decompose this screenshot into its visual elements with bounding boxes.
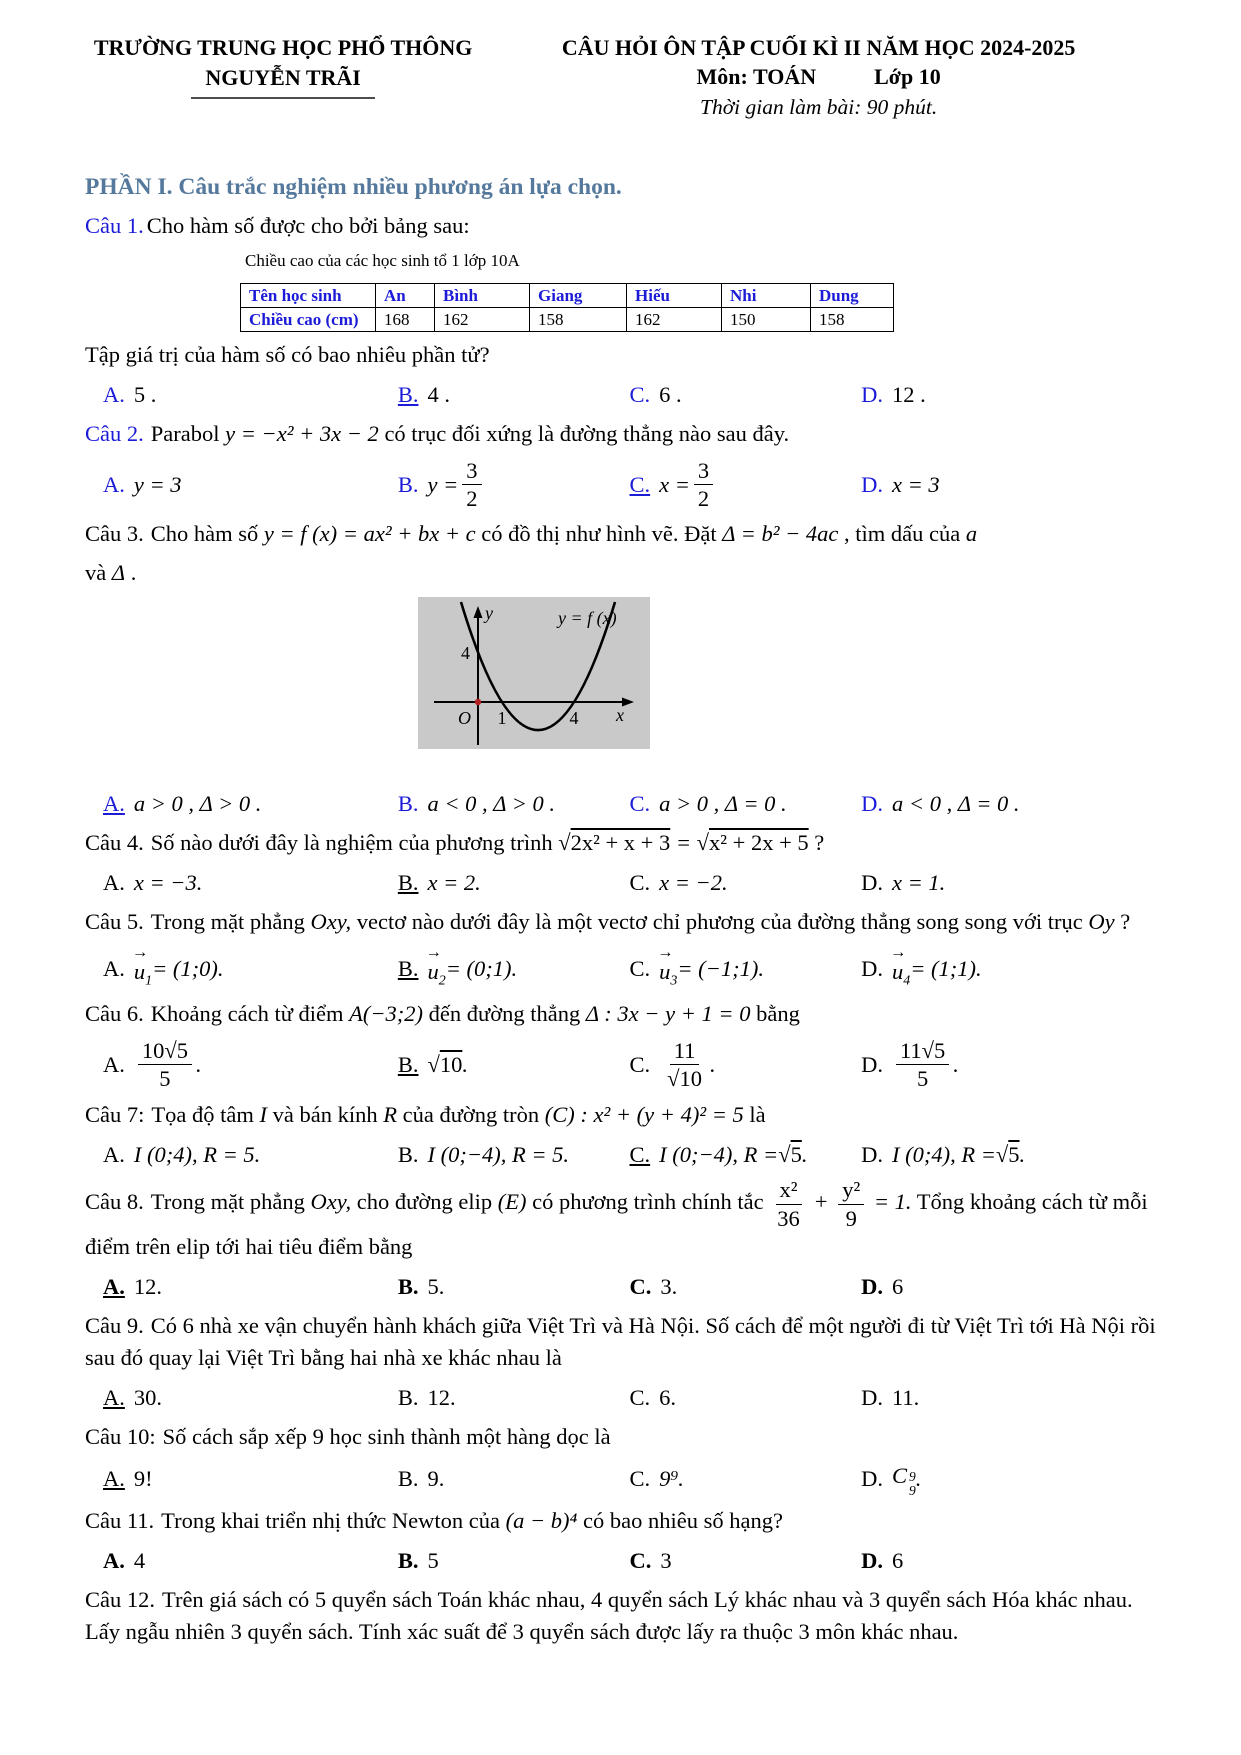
options-row xyxy=(85,458,1156,511)
question-label: Câu 2. xyxy=(85,421,144,447)
table-caption: Chiều cao của các học sinh tổ 1 lớp 10A xyxy=(245,250,520,270)
question-text: Trên giá sách có 5 quyển sách Toán khác nhau, 4 quyển sách Lý khác nhau và 3 quyển sách Hóa khác nhau. Lấy ngẫu nhiên 3 quyển sách. Tính xác suất để 3 quyển sách được lấy ra thuộc 3 môn khác nhau. xyxy=(85,1587,1133,1644)
option-letter: C. xyxy=(629,1141,651,1167)
option-letter: C. xyxy=(629,1548,652,1574)
question-8 xyxy=(85,1177,1156,1302)
option-letter: C. xyxy=(629,1384,651,1410)
table-header-cell: Nhi xyxy=(722,283,811,307)
question-2 xyxy=(85,418,1156,511)
option-letter: D. xyxy=(861,870,884,896)
question-9 xyxy=(85,1310,1156,1414)
option-value: x = $\frac{3}{2}$ xyxy=(659,458,717,511)
option-letter: D. xyxy=(861,1273,884,1299)
option-D xyxy=(861,1271,1156,1303)
option-A xyxy=(103,788,398,820)
options-row xyxy=(85,1038,1156,1091)
option-C xyxy=(629,867,861,899)
option-letter: C. xyxy=(629,870,651,896)
exam-title: CÂU HỎI ÔN TẬP CUỐI KÌ II NĂM HỌC 2024-2025 xyxy=(561,35,1076,60)
options-row xyxy=(85,1271,1156,1303)
option-A xyxy=(103,867,398,899)
table-cell: 158 xyxy=(811,307,894,331)
option-value: I (0;4), R = 5. xyxy=(133,1141,261,1167)
option-value: √10 . xyxy=(427,1051,468,1077)
option-letter: D. xyxy=(861,791,884,817)
option-value: a > 0 , Δ = 0 . xyxy=(659,791,787,817)
table-header-cell: Giang xyxy=(530,283,627,307)
option-A xyxy=(103,1038,398,1091)
option-letter: C. xyxy=(629,382,651,408)
option-letter: B. xyxy=(397,791,419,817)
question-label: Câu 6. xyxy=(85,1001,144,1027)
option-B xyxy=(398,1271,630,1303)
option-B xyxy=(398,379,630,411)
question-10 xyxy=(85,1421,1156,1499)
option-letter: C. xyxy=(629,1051,651,1077)
curve-label: y = f (x) xyxy=(558,608,617,629)
option-B xyxy=(398,1463,630,1495)
question-text: Số nào dưới đây là nghiệm của phương trình √2x² + x + 3 = √x² + 2x + 5 ? xyxy=(150,830,825,856)
table-header-cell: Tên học sinh xyxy=(241,283,376,307)
option-B xyxy=(398,1139,630,1171)
table-header-cell: An xyxy=(376,283,435,307)
question-label: Câu 1. xyxy=(85,212,144,238)
figure-wrap xyxy=(418,597,1156,758)
option-value: $u \to_1$ = (1;0). xyxy=(134,946,224,991)
option-letter: C. xyxy=(629,955,651,981)
option-C xyxy=(629,1271,861,1303)
question-label: Câu 11. xyxy=(85,1508,155,1534)
question-text: Số cách sắp xếp 9 học sinh thành một hàng dọc là xyxy=(162,1423,611,1449)
option-A xyxy=(103,379,398,411)
question-label: Câu 5. xyxy=(85,909,144,935)
table-header-cell: Dung xyxy=(811,283,894,307)
option-value: 3. xyxy=(660,1273,678,1299)
option-A xyxy=(103,1463,398,1495)
option-A xyxy=(103,1545,398,1577)
option-letter: D. xyxy=(861,1141,884,1167)
option-C xyxy=(629,946,861,991)
options-row xyxy=(85,1139,1156,1171)
question-text: Tập giá trị của hàm số có bao nhiêu phần tử? xyxy=(85,342,490,368)
option-value: I (0;4), R = √5 . xyxy=(892,1141,1026,1167)
option-letter: D. xyxy=(861,382,884,408)
option-D xyxy=(861,1460,1156,1498)
height-table xyxy=(240,283,894,333)
option-value: 5. xyxy=(427,1273,445,1299)
parabola-figure xyxy=(418,597,650,749)
option-value: $u \to_3$ = (−1;1). xyxy=(659,946,764,991)
option-A xyxy=(103,1382,398,1414)
option-letter: A. xyxy=(103,471,125,497)
school-block xyxy=(85,34,481,122)
option-letter: D. xyxy=(861,1548,884,1574)
option-value: 6 . xyxy=(659,382,682,408)
option-letter: B. xyxy=(397,1141,419,1167)
option-value: 9! xyxy=(133,1466,153,1492)
table-cell: 150 xyxy=(722,307,811,331)
option-B xyxy=(398,867,630,899)
option-B xyxy=(398,1545,630,1577)
option-letter: C. xyxy=(629,791,651,817)
option-letter: D. xyxy=(861,1384,884,1410)
y-tick-4: 4 xyxy=(461,643,470,664)
question-3 xyxy=(85,518,1156,820)
option-value: $u \to_2$ = (0;1). xyxy=(427,946,517,991)
option-C xyxy=(629,1463,861,1495)
option-letter: A. xyxy=(103,955,125,981)
option-D xyxy=(861,946,1156,991)
question-text: Trong mặt phẳng Oxy, vectơ nào dưới đây là một vectơ chỉ phương của đường thẳng song song với trục Oy ? xyxy=(150,909,1131,935)
option-D xyxy=(861,1545,1156,1577)
origin-dot xyxy=(475,699,481,705)
option-value: x = −2. xyxy=(659,870,728,896)
school-name-line1: TRƯỜNG TRUNG HỌC PHỔ THÔNG xyxy=(93,35,473,60)
part1-heading: PHẦN I. Câu trắc nghiệm nhiều phương án lựa chọn. xyxy=(85,174,622,201)
school-name-line2: NGUYỄN TRÃI xyxy=(191,63,374,100)
option-value: 5 xyxy=(427,1548,439,1574)
subject: Môn: TOÁN xyxy=(696,63,817,89)
question-5 xyxy=(85,906,1156,991)
question-text: Tọa độ tâm I và bán kính R của đường tròn (C) : x² + (y + 4)² = 5 là xyxy=(151,1101,766,1127)
option-A xyxy=(103,469,398,501)
option-value: y = 3 xyxy=(133,471,182,497)
header xyxy=(85,34,1156,122)
table-data-row xyxy=(241,307,894,331)
option-letter: B. xyxy=(397,1384,419,1410)
option-C xyxy=(629,1382,861,1414)
option-D xyxy=(861,1382,1156,1414)
option-C xyxy=(629,379,861,411)
option-C xyxy=(629,458,861,511)
options-row xyxy=(85,788,1156,820)
options-row xyxy=(85,1545,1156,1577)
option-value: 11. xyxy=(892,1384,920,1410)
option-value: 30. xyxy=(133,1384,162,1410)
option-A xyxy=(103,946,398,991)
option-B xyxy=(398,1382,630,1414)
option-value: $u \to_4$ = (1;1). xyxy=(892,946,982,991)
option-value: x = 1. xyxy=(892,870,946,896)
table-cell: 158 xyxy=(530,307,627,331)
option-value: $\frac{11√5}{5}$ . xyxy=(892,1038,959,1091)
option-value: 6. xyxy=(659,1384,676,1410)
option-letter: D. xyxy=(861,1051,884,1077)
option-letter: B. xyxy=(397,955,419,981)
option-C xyxy=(629,1038,861,1091)
subject-line xyxy=(481,63,1156,92)
options-row xyxy=(85,379,1156,411)
exam-info-block xyxy=(481,34,1156,122)
option-value: $\frac{10√5}{5}$ . xyxy=(134,1038,202,1091)
option-value: y = $\frac{3}{2}$ xyxy=(427,458,485,511)
option-letter: A. xyxy=(103,1466,125,1492)
option-value: 3 xyxy=(660,1548,672,1574)
option-letter: B. xyxy=(397,1273,419,1299)
option-B xyxy=(398,788,630,820)
option-letter: B. xyxy=(397,1051,419,1077)
option-D xyxy=(861,867,1156,899)
x-tick-1: 1 xyxy=(497,708,507,729)
option-value: C 9 9 . xyxy=(892,1463,922,1498)
option-value: a < 0 , Δ = 0 . xyxy=(892,791,1020,817)
option-value: x = 3 xyxy=(892,471,940,497)
option-letter: D. xyxy=(861,1466,884,1492)
question-11 xyxy=(85,1505,1156,1577)
options-row xyxy=(85,946,1156,991)
option-letter: A. xyxy=(103,791,125,817)
option-value: a < 0 , Δ > 0 . xyxy=(427,791,556,817)
option-value: 12. xyxy=(133,1273,162,1299)
table-row-label: Chiều cao (cm) xyxy=(241,307,376,331)
question-label: Câu 7: xyxy=(85,1101,145,1127)
option-letter: A. xyxy=(103,1273,125,1299)
option-letter: A. xyxy=(103,1141,125,1167)
question-text: và Δ . xyxy=(85,560,137,586)
option-letter: C. xyxy=(629,1273,652,1299)
table-header-cell: Bình xyxy=(435,283,530,307)
options-row xyxy=(85,1382,1156,1414)
option-letter: B. xyxy=(397,870,419,896)
question-6 xyxy=(85,998,1156,1091)
question-text: Parabol y = −x² + 3x − 2 có trục đối xứng là đường thẳng nào sau đây. xyxy=(150,421,790,447)
option-value: 6 xyxy=(892,1548,904,1574)
question-text: Cho hàm số được cho bởi bảng sau: xyxy=(146,212,470,238)
option-D xyxy=(861,1139,1156,1171)
option-letter: A. xyxy=(103,870,125,896)
table-header-cell: Hiếu xyxy=(627,283,722,307)
question-text: Khoảng cách từ điểm A(−3;2) đến đường thẳng Δ : 3x − y + 1 = 0 bằng xyxy=(150,1001,800,1027)
option-value: 5 . xyxy=(133,382,157,408)
option-B xyxy=(398,946,630,991)
option-B xyxy=(398,1049,630,1081)
option-letter: C. xyxy=(629,471,651,497)
option-letter: B. xyxy=(397,1548,419,1574)
option-value: I (0;−4), R = √5 . xyxy=(659,1141,808,1167)
options-row xyxy=(85,867,1156,899)
origin-label: O xyxy=(458,708,471,729)
x-axis-label: x xyxy=(616,705,624,726)
options-row xyxy=(85,1460,1156,1498)
duration: Thời gian làm bài: 90 phút. xyxy=(700,95,938,120)
option-value: $\frac{11}{√10}$ . xyxy=(667,1038,716,1092)
option-value: 12 . xyxy=(892,382,926,408)
y-axis-label: y xyxy=(485,603,493,624)
option-value: x = −3. xyxy=(133,870,203,896)
question-text: Trong khai triển nhị thức Newton của (a − b)⁴ có bao nhiêu số hạng? xyxy=(161,1508,783,1534)
table-cell: 162 xyxy=(435,307,530,331)
question-text: Trong mặt phẳng Oxy, cho đường elip (E) có phương trình chính tắc $\frac{\text{x²}}{36}$ + $\frac{\text{y²}}{9}$ = 1. Tổng khoảng cách từ mỗi điểm trên elip tới hai tiêu điểm bằng xyxy=(85,1177,1148,1259)
option-A xyxy=(103,1271,398,1303)
option-D xyxy=(861,1038,1156,1091)
option-letter: A. xyxy=(103,1384,125,1410)
option-letter: C. xyxy=(629,1466,651,1492)
option-value: I (0;−4), R = 5. xyxy=(427,1141,570,1167)
question-1 xyxy=(85,210,1156,411)
option-D xyxy=(861,788,1156,820)
option-letter: B. xyxy=(397,471,419,497)
option-value: 4 . xyxy=(427,382,450,408)
option-C xyxy=(629,1545,861,1577)
table-cell: 162 xyxy=(627,307,722,331)
question-7 xyxy=(85,1099,1156,1171)
option-C xyxy=(629,788,861,820)
option-D xyxy=(861,379,1156,411)
option-value: 4 xyxy=(133,1548,146,1574)
question-label: Câu 10: xyxy=(85,1423,156,1449)
question-text: Cho hàm số y = f (x) = ax² + bx + c có đồ thị như hình vẽ. Đặt Δ = b² − 4ac , tìm dấu của a xyxy=(150,521,978,547)
option-value: a > 0 , Δ > 0 . xyxy=(133,791,262,817)
option-A xyxy=(103,1139,398,1171)
question-label: Câu 3. xyxy=(85,521,144,547)
question-label: Câu 8. xyxy=(85,1189,144,1215)
option-letter: B. xyxy=(397,382,419,408)
question-text: Có 6 nhà xe vận chuyển hành khách giữa Việt Trì và Hà Nội. Số cách để một người đi từ Việt Trì tới Hà Nội rồi sau đó quay lại Việt Trì bằng hai nhà xe khác nhau là xyxy=(85,1312,1156,1370)
option-B xyxy=(398,458,630,511)
option-value: x = 2. xyxy=(427,870,481,896)
option-letter: A. xyxy=(103,382,125,408)
option-value: 9⁹. xyxy=(659,1466,684,1492)
question-label: Câu 4. xyxy=(85,830,144,856)
option-letter: B. xyxy=(397,1466,419,1492)
table-header-row xyxy=(241,283,894,307)
x-tick-4: 4 xyxy=(569,708,579,729)
table-cell: 168 xyxy=(376,307,435,331)
option-letter: D. xyxy=(861,471,884,497)
question-label: Câu 9. xyxy=(85,1312,144,1338)
option-C xyxy=(629,1139,861,1171)
option-value: 9. xyxy=(427,1466,445,1492)
option-D xyxy=(861,469,1156,501)
option-value: 12. xyxy=(427,1384,456,1410)
option-value: 6 xyxy=(892,1273,904,1299)
option-letter: A. xyxy=(103,1548,125,1574)
question-label: Câu 12. xyxy=(85,1587,155,1613)
option-letter: A. xyxy=(103,1051,125,1077)
grade: Lớp 10 xyxy=(874,63,941,89)
option-letter: D. xyxy=(861,955,884,981)
question-4 xyxy=(85,827,1156,899)
question-12 xyxy=(85,1584,1156,1648)
